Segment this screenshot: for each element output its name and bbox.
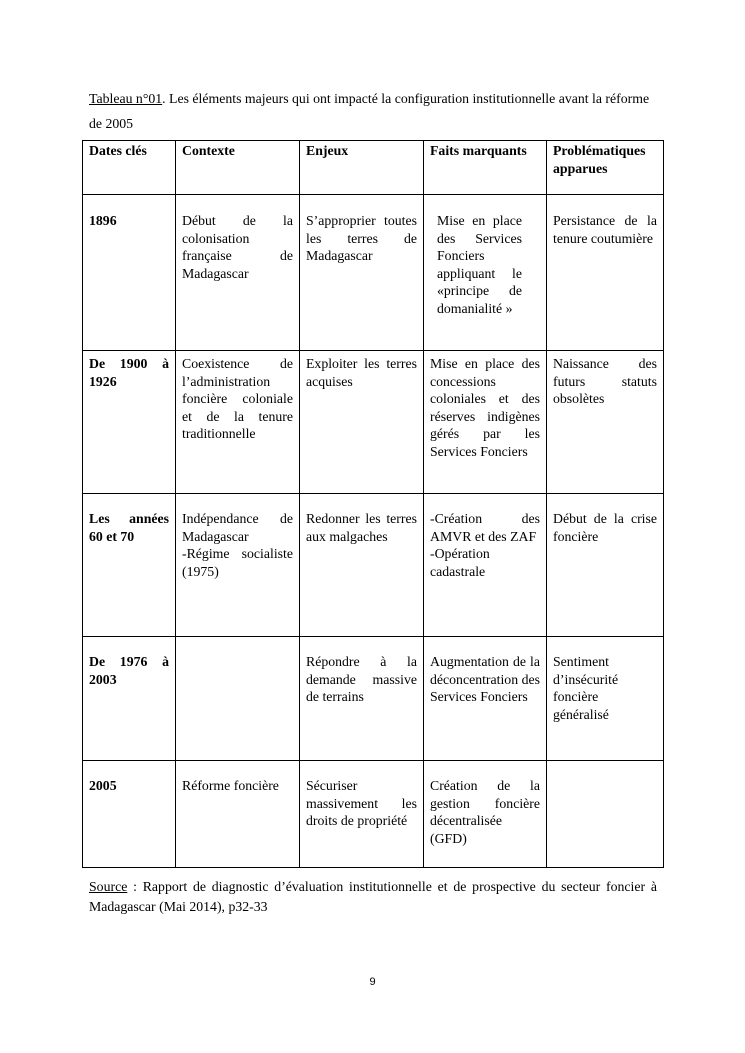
cell-contexte (176, 351, 300, 494)
cell-text: Début de la crise foncière (553, 511, 657, 544)
cell-text: S’approprier toutes les terres de Madagascar (306, 213, 417, 263)
header-contexte: Contexte (176, 141, 300, 195)
cell-enjeux (300, 494, 424, 637)
header-problematiques: Problématiques apparues (547, 141, 664, 195)
cell-problematiques (547, 351, 664, 494)
cell-enjeux (300, 351, 424, 494)
source-label: Source (89, 879, 128, 894)
cell-enjeux (300, 637, 424, 761)
cell-faits (424, 351, 547, 494)
cell-text: Début de la colonisation française de Madagascar (182, 213, 293, 281)
institutional-table (82, 140, 664, 868)
header-dates: Dates clés (83, 141, 176, 195)
cell-problematiques (547, 494, 664, 637)
cell-text: -Régime socialiste (1975) (182, 546, 293, 579)
cell-enjeux (300, 761, 424, 868)
page-number: 9 (369, 976, 376, 988)
cell-text: Répondre à la demande massive de terrains (306, 654, 417, 704)
cell-text: Création de la gestion foncière décentralisée (GFD) (430, 778, 540, 846)
cell-text: Réforme foncière (182, 778, 279, 793)
cell-text: Sentiment d’insécurité foncière généralisé (553, 654, 619, 722)
cell-text: Sécuriser massivement les droits de propriété (306, 778, 417, 828)
table-caption (89, 86, 657, 136)
cell-date: Les années 60 et 70 (83, 494, 176, 637)
cell-problematiques (547, 637, 664, 761)
cell-contexte (176, 195, 300, 351)
cell-text: Redonner les terres aux malgaches (306, 511, 417, 544)
cell-date: De 1976 à 2003 (83, 637, 176, 761)
cell-text: -Opération cadastrale (430, 546, 490, 579)
table-row (83, 351, 664, 494)
cell-enjeux (300, 195, 424, 351)
cell-text: Augmentation de la déconcentration des Services Fonciers (430, 654, 540, 704)
source-text: : Rapport de diagnostic d’évaluation institutionnelle et de prospective du secteur foncier à Madagascar (Mai 2014), p32-33 (89, 879, 657, 914)
cell-text: Naissance des futurs statuts obsolètes (553, 356, 657, 406)
cell-faits (424, 637, 547, 761)
cell-date: 2005 (83, 761, 176, 868)
cell-date: De 1900 à 1926 (83, 351, 176, 494)
cell-problematiques (547, 195, 664, 351)
table-row (83, 637, 664, 761)
cell-date: 1896 (83, 195, 176, 351)
source-note (89, 877, 657, 917)
cell-text: Exploiter les terres acquises (306, 356, 417, 389)
cell-text: Mise en place des Services Fonciers appliquant le «principe de domanialité » (437, 213, 522, 316)
cell-text: Mise en place des concessions coloniales et des réserves indigènes gérés par les Services Fonciers (430, 356, 540, 459)
header-faits: Faits marquants (424, 141, 547, 195)
table-header-row (83, 141, 664, 195)
table-row (83, 195, 664, 351)
cell-text: Persistance de la tenure coutumière (553, 213, 657, 246)
table-row (83, 494, 664, 637)
cell-problematiques (547, 761, 664, 868)
table-row (83, 761, 664, 868)
cell-contexte (176, 494, 300, 637)
cell-faits (424, 494, 547, 637)
cell-text: -Création des AMVR et des ZAF (430, 511, 540, 544)
cell-faits (424, 195, 547, 351)
caption-label: Tableau n°01 (89, 91, 163, 106)
cell-faits (424, 761, 547, 868)
cell-contexte (176, 761, 300, 868)
header-enjeux: Enjeux (300, 141, 424, 195)
cell-text: Indépendance de Madagascar (182, 511, 293, 544)
caption-text: . Les éléments majeurs qui ont impacté la configuration institutionnelle avant la réforme de 2005 (89, 91, 650, 131)
cell-text: Coexistence de l’administration foncière coloniale et de la tenure traditionnelle (182, 356, 293, 441)
cell-contexte (176, 637, 300, 761)
